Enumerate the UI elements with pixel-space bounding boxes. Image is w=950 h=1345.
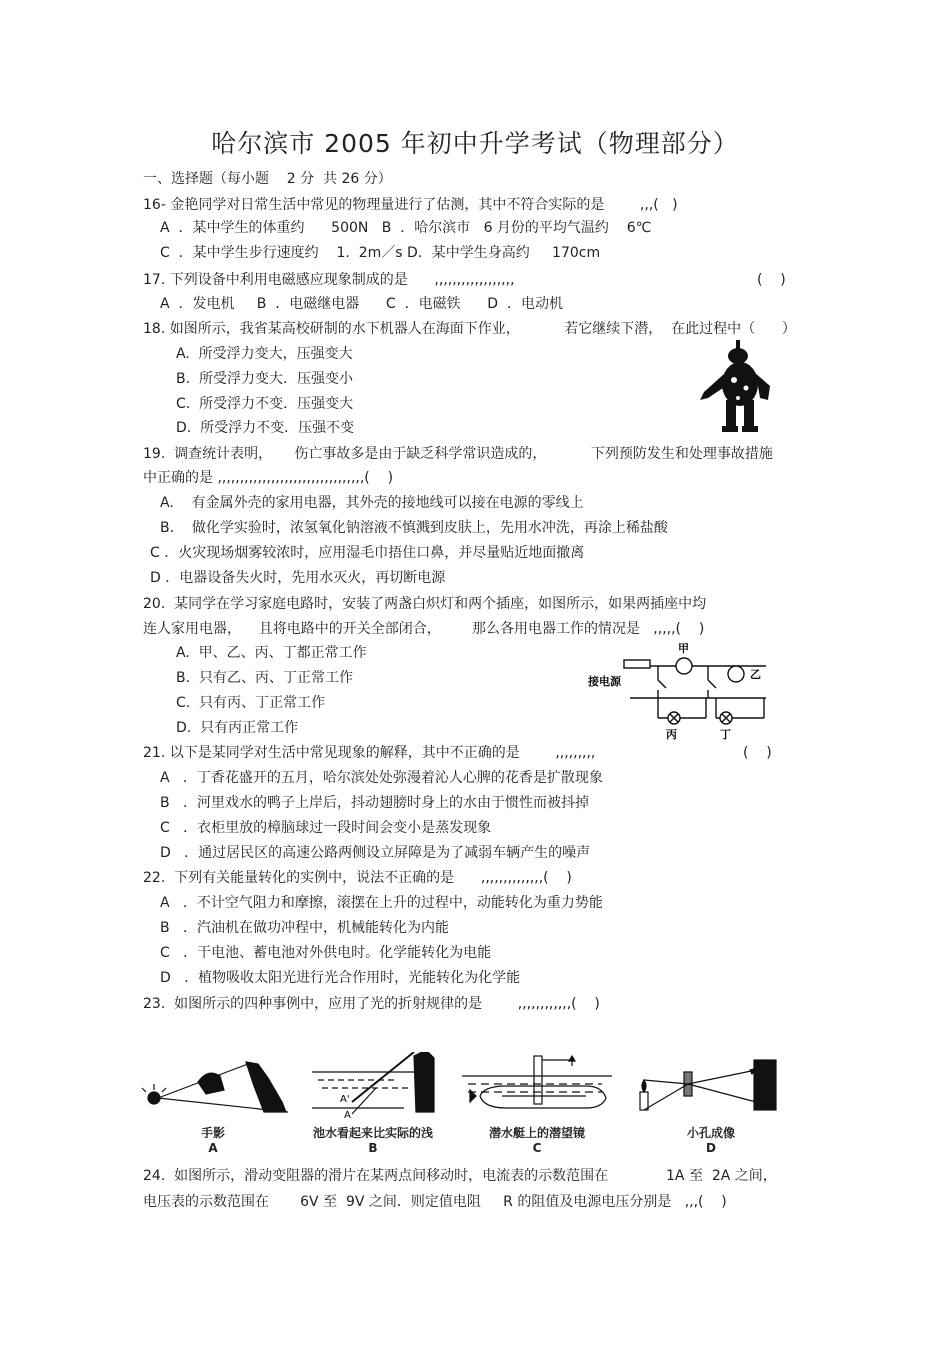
question-19-option-d: D ．电器设备失火时，先用水灭火，再切断电源: [150, 570, 446, 586]
figure-c-caption: 潜水艇上的潜望镜: [488, 1126, 585, 1140]
question-22-option-b: B ．汽油机在做功冲程中，机械能转化为内能: [160, 920, 449, 936]
household-circuit-figure: [586, 638, 782, 742]
question-17-stem: 17. 下列设备中利用电磁感应现象制成的是 ,,,,,,,,,,,,,,,,,,: [143, 272, 515, 288]
question-21-option-c: C ．衣柜里放的樟脑球过一段时间会变小是蒸发现象: [160, 820, 492, 836]
question-20-stem-1: 20. 某同学在学习家庭电路时，安装了两盏白炽灯和两个插座，如图所示，如果两插座中均: [143, 596, 707, 612]
question-23-stem: 23. 如图所示的四种事例中，应用了光的折射规律的是 ,,,,,,,,,,,,( ): [143, 996, 600, 1012]
figure-a-letter: A: [208, 1141, 218, 1155]
question-20-option-c: C. 只有丙、丁正常工作: [176, 695, 326, 711]
question-21-option-b: B ．河里戏水的鸭子上岸后，抖动翅膀时身上的水由于惯性而被抖掉: [160, 795, 589, 811]
question-19-stem-2: 中正确的是 ,,,,,,,,,,,,,,,,,,,,,,,,,,,,,,,,,( ): [143, 470, 394, 486]
question-19-option-a: A. 有金属外壳的家用电器，其外壳的接地线可以接在电源的零线上: [160, 495, 584, 511]
question-17-options: A ．发电机 B ．电磁继电器 C ．电磁铁 D ．电动机: [160, 296, 563, 312]
figure-d-caption: 小孔成像: [686, 1126, 735, 1140]
question-17-answer-bracket: ( ): [757, 272, 786, 288]
question-16-options-ab: A ．某中学生的体重约 500N B ．哈尔滨市 6 月份的平均气温约 6℃: [160, 220, 652, 236]
periscope-drawing: [462, 1052, 612, 1120]
question-21-option-a: A ．丁香花盛开的五月，哈尔滨处处弥漫着沁人心脾的花香是扩散现象: [160, 770, 603, 786]
figure-d-letter: D: [706, 1141, 716, 1155]
question-18-option-a: A. 所受浮力变大，压强变大: [176, 346, 353, 362]
circuit-label-yi: 乙: [750, 668, 761, 681]
question-19-stem-1: 19. 调查统计表明， 伤亡事故多是由于缺乏科学常识造成的， 下列预防发生和处理事故措施: [143, 446, 773, 462]
question-20-stem-2: 连人家用电器， 且将电路中的开关全部闭合， 那么各用电器工作的情况是 ,,,,,( ): [143, 621, 705, 637]
question-21-answer-bracket: ( ): [743, 745, 772, 761]
figure-a-hand-shadow: [138, 1052, 288, 1155]
question-16-options-cd: C ．某中学生步行速度约 1. 2m／s D．某中学生身高约 170cm: [160, 245, 601, 261]
question-18-option-d: D. 所受浮力不变．压强不变: [176, 420, 355, 436]
question-21-option-d: D ．通过居民区的高速公路两侧设立屏障是为了减弱车辆产生的噪声: [160, 845, 591, 861]
circuit-label-jia: 甲: [678, 642, 689, 655]
circuit-label-ding: 丁: [720, 728, 731, 741]
question-24-stem-1: 24. 如图所示，滑动变阻器的滑片在某两点间移动时，电流表的示数范围在 1A 至 2A 之间，: [143, 1168, 777, 1184]
circuit-label-power: 接电源: [588, 675, 621, 688]
question-19-option-b: B. 做化学实验时，浓氢氧化钠溶液不慎溅到皮肤上，先用水冲洗，再涂上稀盐酸: [160, 520, 668, 536]
question-21-stem: 21. 以下是某同学对生活中常见现象的解释，其中不正确的是 ,,,,,,,,,: [143, 745, 596, 761]
svg-text:A': A': [340, 1094, 350, 1105]
question-18-option-b: B. 所受浮力变大．压强变小: [176, 371, 353, 387]
question-24-stem-2: 电压表的示数范围在 6V 至 9V 之间．则定值电阻 R 的阻值及电源电压分别是 ,,,( ): [143, 1194, 727, 1210]
page-title: 哈尔滨市 2005 年初中升学考试（物理部分）: [211, 129, 739, 158]
question-20-option-a: A. 甲、乙、丙、丁都正常工作: [176, 645, 367, 661]
question-16-stem: 16- 金艳同学对日常生活中常见的物理量进行了估测，其中不符合实际的是 ,,,( ): [143, 197, 678, 213]
pool-refraction-drawing: [308, 1052, 438, 1120]
circuit-label-bing: 丙: [666, 728, 677, 741]
section-heading: 一、选择题（每小题 2 分 共 26 分）: [143, 171, 392, 187]
underwater-robot-figure: [698, 340, 782, 436]
question-18-stem: 18. 如图所示，我省某高校研制的水下机器人在海面下作业， 若它继续下潜， 在此过程中（ ）: [143, 321, 796, 337]
question-22-option-c: C ．干电池、蓄电池对外供电时。化学能转化为电能: [160, 945, 492, 961]
question-20-option-b: B. 只有乙、丙、丁正常工作: [176, 670, 353, 686]
figure-c-periscope: [462, 1052, 612, 1155]
figure-b-letter: B: [368, 1141, 378, 1155]
question-20-option-d: D. 只有丙正常工作: [176, 720, 299, 736]
svg-text:A: A: [344, 1110, 351, 1120]
question-18-option-c: C. 所受浮力不变．压强变大: [176, 396, 354, 412]
question-22-option-a: A ．不计空气阻力和摩擦，滚摆在上升的过程中，动能转化为重力势能: [160, 895, 603, 911]
figure-b-caption: 池水看起来比实际的浅: [312, 1126, 433, 1140]
question-19-option-c: C ．火灾现场烟雾较浓时，应用湿毛巾捂住口鼻，并尽量贴近地面撤离: [150, 545, 585, 561]
question-22-stem: 22. 下列有关能量转化的实例中，说法不正确的是 ,,,,,,,,,,,,,,( ): [143, 870, 572, 886]
hand-shadow-drawing: [138, 1052, 288, 1120]
question-22-option-d: D ．植物吸收太阳光进行光合作用时，光能转化为化学能: [160, 970, 521, 986]
figure-a-caption: 手影: [200, 1126, 225, 1140]
figure-b-pool-depth: [308, 1052, 438, 1155]
pinhole-drawing: [636, 1052, 786, 1120]
figure-d-pinhole: [636, 1052, 786, 1155]
figure-c-letter: C: [532, 1141, 542, 1155]
